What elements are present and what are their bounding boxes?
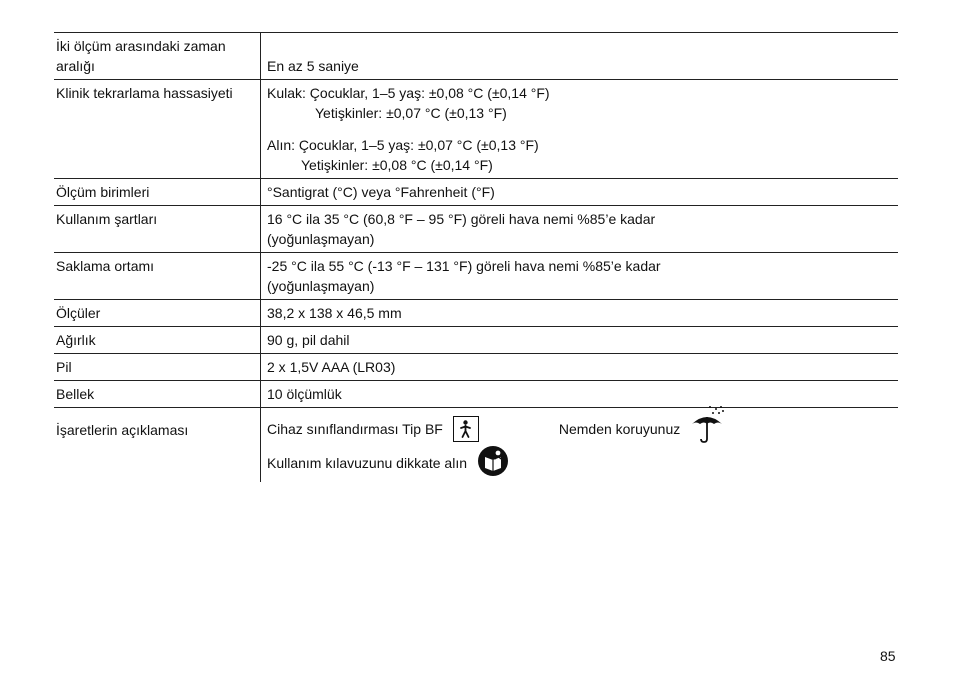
- row-value: [261, 354, 899, 381]
- value-text: En az 5 saniye: [267, 58, 359, 74]
- row-value: [261, 253, 899, 300]
- row-label: [54, 206, 261, 253]
- table-row: [54, 253, 898, 300]
- row-label: [54, 253, 261, 300]
- table-row: [54, 80, 898, 179]
- value-text: Yetişkinler: ±0,08 °C (±0,14 °F): [301, 157, 493, 173]
- value-text: 2 x 1,5V AAA (LR03): [267, 359, 396, 375]
- symbol-text: Cihaz sınıflandırması Tip BF: [267, 421, 443, 437]
- value-text: Alın: Çocuklar, 1–5 yaş: ±0,07 °C (±0,13 °F): [267, 137, 539, 153]
- row-label: [54, 408, 261, 483]
- row-value: [261, 408, 899, 483]
- type-bf-person-icon: [453, 416, 479, 442]
- table-row: [54, 381, 898, 408]
- label-line: Ölçüler: [56, 305, 101, 321]
- value-text: 10 ölçümlük: [267, 386, 342, 402]
- row-label: [54, 327, 261, 354]
- row-label: [54, 80, 261, 179]
- read-manual-icon: [477, 445, 509, 482]
- row-value: [261, 80, 899, 179]
- table-row: [54, 354, 898, 381]
- table-row: [54, 408, 898, 483]
- row-value: [261, 206, 899, 253]
- table-row: [54, 327, 898, 354]
- row-value: [261, 327, 899, 354]
- row-value: [261, 381, 899, 408]
- label-line: Ölçüm birimleri: [56, 184, 150, 200]
- row-value: [261, 179, 899, 206]
- value-text: 38,2 x 138 x 46,5 mm: [267, 305, 402, 321]
- row-label: [54, 179, 261, 206]
- label-line: aralığı: [56, 58, 95, 74]
- symbol-text: Nemden koruyunuz: [558, 421, 681, 437]
- row-label: [54, 381, 261, 408]
- value-text: Kulak: Çocuklar, 1–5 yaş: ±0,08 °C (±0,14 °F): [267, 85, 550, 101]
- row-label: [54, 354, 261, 381]
- label-line: Ağırlık: [56, 332, 96, 348]
- label-line: Kullanım şartları: [56, 211, 158, 227]
- page-number: 85: [880, 648, 896, 664]
- row-label: [54, 300, 261, 327]
- value-text: -25 °C ila 55 °C (-13 °F – 131 °F) göreli hava nemi %85’e kadar: [267, 258, 661, 274]
- value-text: (yoğunlaşmayan): [267, 278, 375, 294]
- table-row: [54, 179, 898, 206]
- label-line: Klinik tekrarlama hassasiyeti: [56, 85, 233, 101]
- label-line: Pil: [56, 359, 72, 375]
- table-row: [54, 206, 898, 253]
- row-value: [261, 300, 899, 327]
- table-row: [54, 33, 898, 80]
- value-text: °Santigrat (°C) veya °Fahrenheit (°F): [267, 184, 495, 200]
- label-line: İşaretlerin açıklaması: [56, 422, 189, 438]
- label-line: İki ölçüm arasındaki zaman: [56, 38, 226, 54]
- symbol-row: [267, 411, 898, 447]
- label-line: Saklama ortamı: [56, 258, 155, 274]
- table-row: [54, 300, 898, 327]
- value-text: 90 g, pil dahil: [267, 332, 350, 348]
- value-text: Yetişkinler: ±0,07 °C (±0,13 °F): [315, 105, 507, 121]
- row-value: [261, 33, 899, 80]
- umbrella-rain-icon: [690, 404, 726, 449]
- symbol-row: [267, 447, 898, 479]
- specifications-table: [54, 32, 898, 482]
- row-label: [54, 33, 261, 80]
- label-line: Bellek: [56, 386, 95, 402]
- value-text: 16 °C ila 35 °C (60,8 °F – 95 °F) göreli hava nemi %85’e kadar: [267, 211, 656, 227]
- symbol-text: Kullanım kılavuzunu dikkate alın: [267, 455, 467, 471]
- value-text: (yoğunlaşmayan): [267, 231, 375, 247]
